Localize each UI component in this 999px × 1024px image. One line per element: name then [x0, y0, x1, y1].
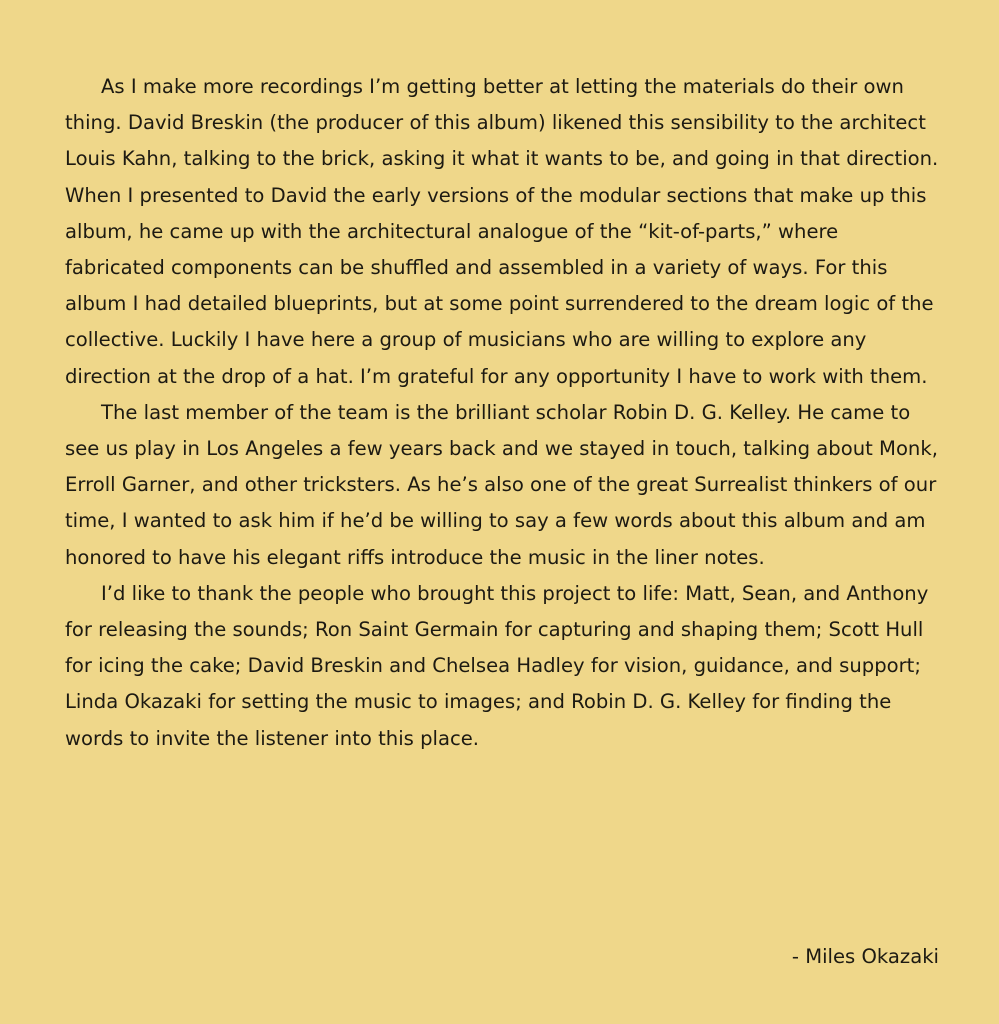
author-signature: - Miles Okazaki	[791, 945, 939, 968]
liner-notes-body	[65, 69, 940, 757]
paragraph-thanks: I’d like to thank the people who brought this project to life: Matt, Sean, and Anthony for releasing the sounds; Ron Saint Germain for capturing and shaping them; Scott Hull for icing the cake; David Breskin and Chelsea Hadley for vision, guidance, and support; Linda Okazaki for setting the music to images; and Robin D. G. Kelley for finding the words to invite the listener into this place.	[65, 581, 929, 750]
paragraph-recordings: As I make more recordings I’m getting better at letting the materials do their own thing. David Breskin (the producer of this album) likened this sensibility to the architect Louis Kahn, talking to the brick, asking it what it wants to be, and going in that direction. When I presented to David the early versions of the modular sections that make up this album, he came up with the architectural analogue of the “kit-of-parts,” where fabricated components can be shuffled and assembled in a variety of ways. For this album I had detailed blueprints, but at some point surrendered to the dream logic of the collective. Luckily I have here a group of musicians who are willing to explore any direction at the drop of a hat. I’m grateful for any opportunity I have to work with them.	[65, 75, 939, 388]
paragraph-kelley: The last member of the team is the brilliant scholar Robin D. G. Kelley. He came to see us play in Los Angeles a few years back and we stayed in touch, talking about Monk, Erroll Garner, and other tricksters. As he’s also one of the great Surrealist thinkers of our time, I wanted to ask him if he’d be willing to say a few words about this album and am honored to have his elegant riffs introduce the music in the liner notes.	[65, 400, 938, 569]
